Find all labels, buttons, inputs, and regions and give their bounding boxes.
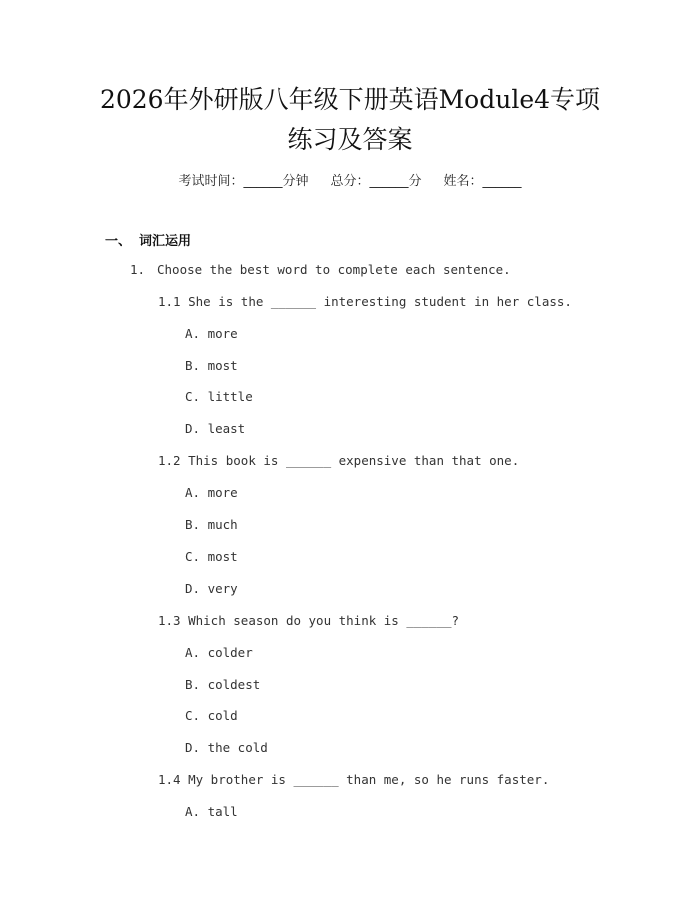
item-number: 1.4 (158, 772, 181, 787)
answer-option: B. most (185, 358, 238, 373)
answer-option: C. cold (185, 708, 238, 723)
answer-option: D. the cold (185, 740, 268, 755)
question-item (158, 772, 549, 787)
item-number: 1.3 (158, 613, 181, 628)
document-title (60, 80, 640, 160)
item-number: 1.2 (158, 453, 181, 468)
section-heading (105, 230, 191, 249)
question-item (158, 294, 572, 309)
answer-option: C. most (185, 549, 238, 564)
answer-option: B. coldest (185, 677, 261, 692)
item-text: My brother is ______ than me, so he runs faster. (188, 772, 550, 787)
item-number: 1.1 (158, 294, 181, 309)
section-number: 一、 (105, 234, 132, 249)
title-line-1: 2026年外研版八年级下册英语Module4专项 (99, 85, 601, 114)
student-name-label: 姓名：______ (443, 174, 522, 189)
answer-option: A. more (185, 485, 238, 500)
answer-option: B. much (185, 517, 238, 532)
item-text: Which season do you think is ______? (188, 613, 460, 628)
answer-option: A. tall (185, 804, 238, 819)
section-title: 词汇运用 (139, 234, 192, 249)
item-text: She is the ______ interesting student in her class. (188, 294, 572, 309)
question-item (158, 453, 519, 468)
question-text: Choose the best word to complete each sentence. (157, 262, 511, 277)
question-number: 1. (130, 262, 146, 277)
exam-time-label: 考试时间：______分钟 (178, 174, 309, 189)
title-line-2: 练习及答案 (287, 125, 413, 154)
total-score-label: 总分：______分 (330, 174, 422, 189)
answer-option: A. colder (185, 645, 253, 660)
answer-option: D. very (185, 581, 238, 596)
item-text: This book is ______ expensive than that one. (188, 453, 520, 468)
answer-option: A. more (185, 326, 238, 341)
answer-option: D. least (185, 421, 246, 436)
question-item (158, 613, 459, 628)
answer-option: C. little (185, 389, 253, 404)
exam-info (0, 170, 700, 189)
question-instruction (130, 262, 511, 277)
